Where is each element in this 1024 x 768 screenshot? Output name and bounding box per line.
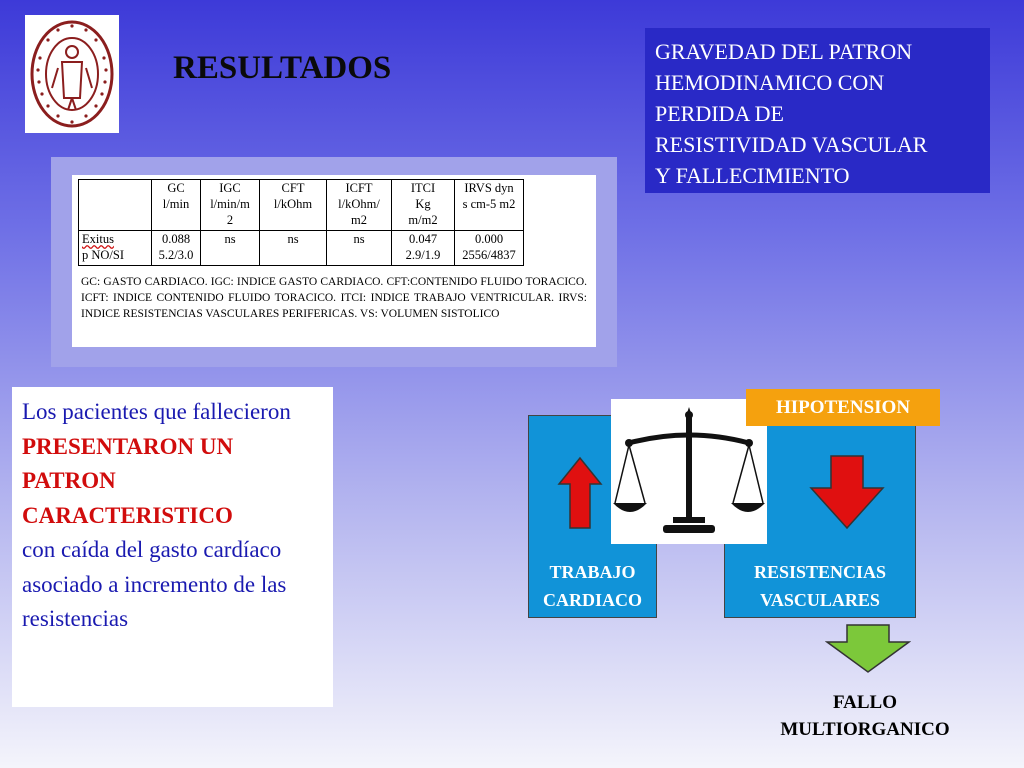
green-down-arrow-icon: [825, 624, 911, 674]
table-header-cell: GC l/min: [152, 180, 201, 231]
table-cell-gc: 0.088 5.2/3.0: [152, 231, 201, 266]
balance-scale-image: [611, 399, 767, 544]
results-table-card: [72, 175, 596, 347]
down-arrow-icon: [809, 454, 885, 530]
table-header-cell: ITCI Kg m/m2: [392, 180, 455, 231]
results-table-panel: [51, 157, 617, 367]
table-cell-irvs: 0.000 2556/4837: [455, 231, 524, 266]
hypotension-label: HIPOTENSION: [746, 389, 940, 426]
table-header-cell: ICFT l/kOhm/ m2: [327, 180, 392, 231]
table-cell-igc: ns: [201, 231, 260, 266]
findings-intro: Los pacientes que fallecieron: [22, 399, 291, 424]
table-header-cell: IGC l/min/m 2: [201, 180, 260, 231]
cardiac-work-label-2: CARDIACO: [543, 590, 642, 610]
table-legend: GC: GASTO CARDIACO. IGC: INDICE GASTO CARDIACO. CFT:CONTENIDO FLUIDO TORACICO. ICFT: INDICE CONTENIDO FLUIDO TORACICO. ITCI: INDICE TRABAJO VENTRICULAR. IRVS: INDICE RESISTENCIAS VASCULARES PERIFERICAS. VS: VOLUMEN SISTOLICO: [81, 276, 587, 320]
cardiac-work-label-1: TRABAJO: [549, 562, 636, 582]
balance-scale-icon: [611, 399, 767, 544]
findings-emphasis: PRESENTARON UN PATRON CARACTERISTICO: [22, 433, 234, 528]
table-header-row: [79, 180, 524, 231]
table-row-label: Exitus p NO/SI: [79, 231, 152, 266]
table-header-cell: IRVS dyn s cm-5 m2: [455, 180, 524, 231]
table-cell-itci: 0.047 2.9/1.9: [392, 231, 455, 266]
findings-text-box: [12, 387, 333, 707]
page-title: RESULTADOS: [173, 50, 392, 86]
vascular-resistance-label-1: RESISTENCIAS: [753, 562, 887, 582]
university-seal-logo: [25, 15, 119, 133]
table-row: [79, 231, 524, 266]
table-cell-icft: ns: [327, 231, 392, 266]
multiorgan-failure-label: FALLO MULTIORGANICO: [780, 692, 950, 740]
up-arrow-icon: [557, 456, 603, 530]
severity-statement-box: GRAVEDAD DEL PATRON HEMODINAMICO CON PERDIDA DE RESISTIVIDAD VASCULAR Y FALLECIMIENTO: [645, 28, 990, 193]
table-cell-cft: ns: [260, 231, 327, 266]
table-header-cell: [79, 180, 152, 231]
results-table: [78, 179, 524, 266]
vascular-resistance-label-2: VASCULARES: [760, 590, 880, 610]
table-header-cell: CFT l/kOhm: [260, 180, 327, 231]
findings-rest: con caída del gasto cardíaco asociado a incremento de las resistencias: [22, 537, 287, 631]
